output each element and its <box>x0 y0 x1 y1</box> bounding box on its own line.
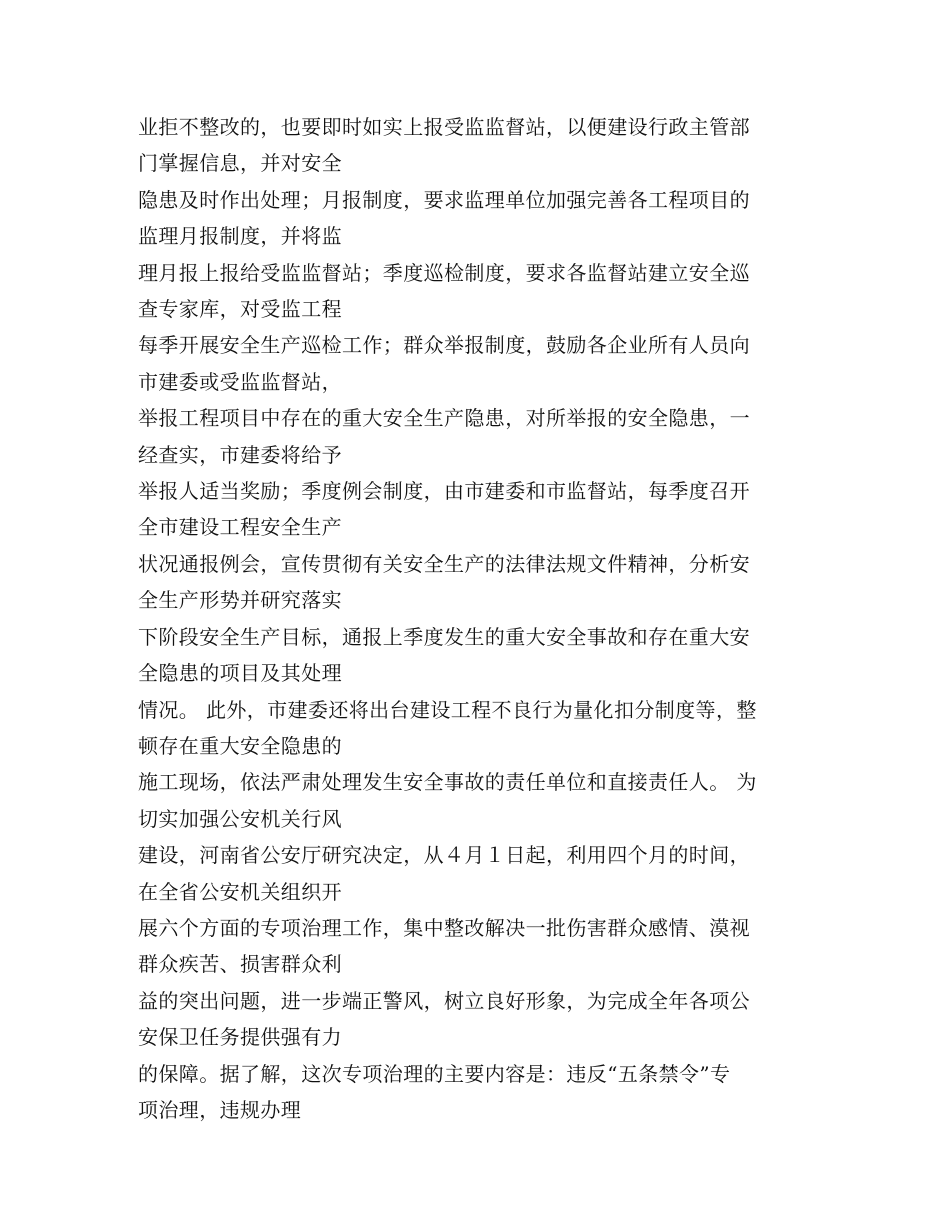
paragraph <box>138 327 818 400</box>
paragraph <box>138 182 818 255</box>
paragraph <box>138 619 818 692</box>
text-line: 建设，河南省公安厅研究决定，从４月１日起，利用四个月的时间， <box>138 843 750 868</box>
text-line: 每季开展安全生产巡检工作；群众举报制度，鼓励各企业所有人员向 <box>138 333 750 358</box>
text-line: 群众疾苦、损害群众利 <box>138 952 342 977</box>
text-line: 顿存在重大安全隐患的 <box>138 733 342 758</box>
paragraph <box>138 109 818 182</box>
paragraph <box>138 400 818 473</box>
paragraph <box>138 764 818 837</box>
text-line: 全生产形势并研究落实 <box>138 588 342 613</box>
text-line: 全市建设工程安全生产 <box>138 515 342 540</box>
paragraph <box>138 1056 818 1129</box>
text-line: 全隐患的项目及其处理 <box>138 661 342 686</box>
text-line: 的保障。据了解，这次专项治理的主要内容是：违反“五条禁令”专 <box>138 1061 731 1086</box>
text-line: 门掌握信息，并对安全 <box>138 151 342 176</box>
text-line: 切实加强公安机关行风 <box>138 806 342 831</box>
text-line: 举报工程项目中存在的重大安全生产隐患，对所举报的安全隐患，一 <box>138 406 750 431</box>
text-line: 业拒不整改的，也要即时如实上报受监监督站，以便建设行政主管部 <box>138 115 750 139</box>
paragraph <box>138 473 818 546</box>
text-line: 施工现场，依法严肃处理发生安全事故的责任单位和直接责任人。 为 <box>138 770 757 795</box>
text-line: 举报人适当奖励；季度例会制度，由市建委和市监督站，每季度召开 <box>138 479 750 504</box>
text-line: 市建委或受监监督站， <box>138 369 342 394</box>
text-line: 监理月报制度，并将监 <box>138 224 342 249</box>
text-line: 展六个方面的专项治理工作，集中整改解决一批伤害群众感情、漠视 <box>138 915 750 940</box>
document-body <box>138 109 818 1128</box>
text-line: 安保卫任务提供强有力 <box>138 1025 342 1050</box>
text-line: 在全省公安机关组织开 <box>138 879 342 904</box>
paragraph <box>138 546 818 619</box>
text-line: 理月报上报给受监监督站；季度巡检制度，要求各监督站建立安全巡 <box>138 260 750 285</box>
text-line: 查专家库，对受监工程 <box>138 297 342 322</box>
text-line: 益的突出问题，进一步端正警风，树立良好形象，为完成全年各项公 <box>138 988 750 1013</box>
text-line: 经查实，市建委将给予 <box>138 442 342 467</box>
paragraph <box>138 837 818 910</box>
paragraph <box>138 692 818 765</box>
paragraph <box>138 983 818 1056</box>
paragraph <box>138 910 818 983</box>
text-line: 项治理，违规办理 <box>138 1097 302 1122</box>
text-line: 情况。 此外，市建委还将出台建设工程不良行为量化扣分制度等，整 <box>138 697 757 722</box>
text-line: 隐患及时作出处理；月报制度，要求监理单位加强完善各工程项目的 <box>138 187 750 212</box>
paragraph <box>138 255 818 328</box>
text-line: 状况通报例会，宣传贯彻有关安全生产的法律法规文件精神，分析安 <box>138 551 750 576</box>
text-line: 下阶段安全生产目标，通报上季度发生的重大安全事故和存在重大安 <box>138 624 750 649</box>
